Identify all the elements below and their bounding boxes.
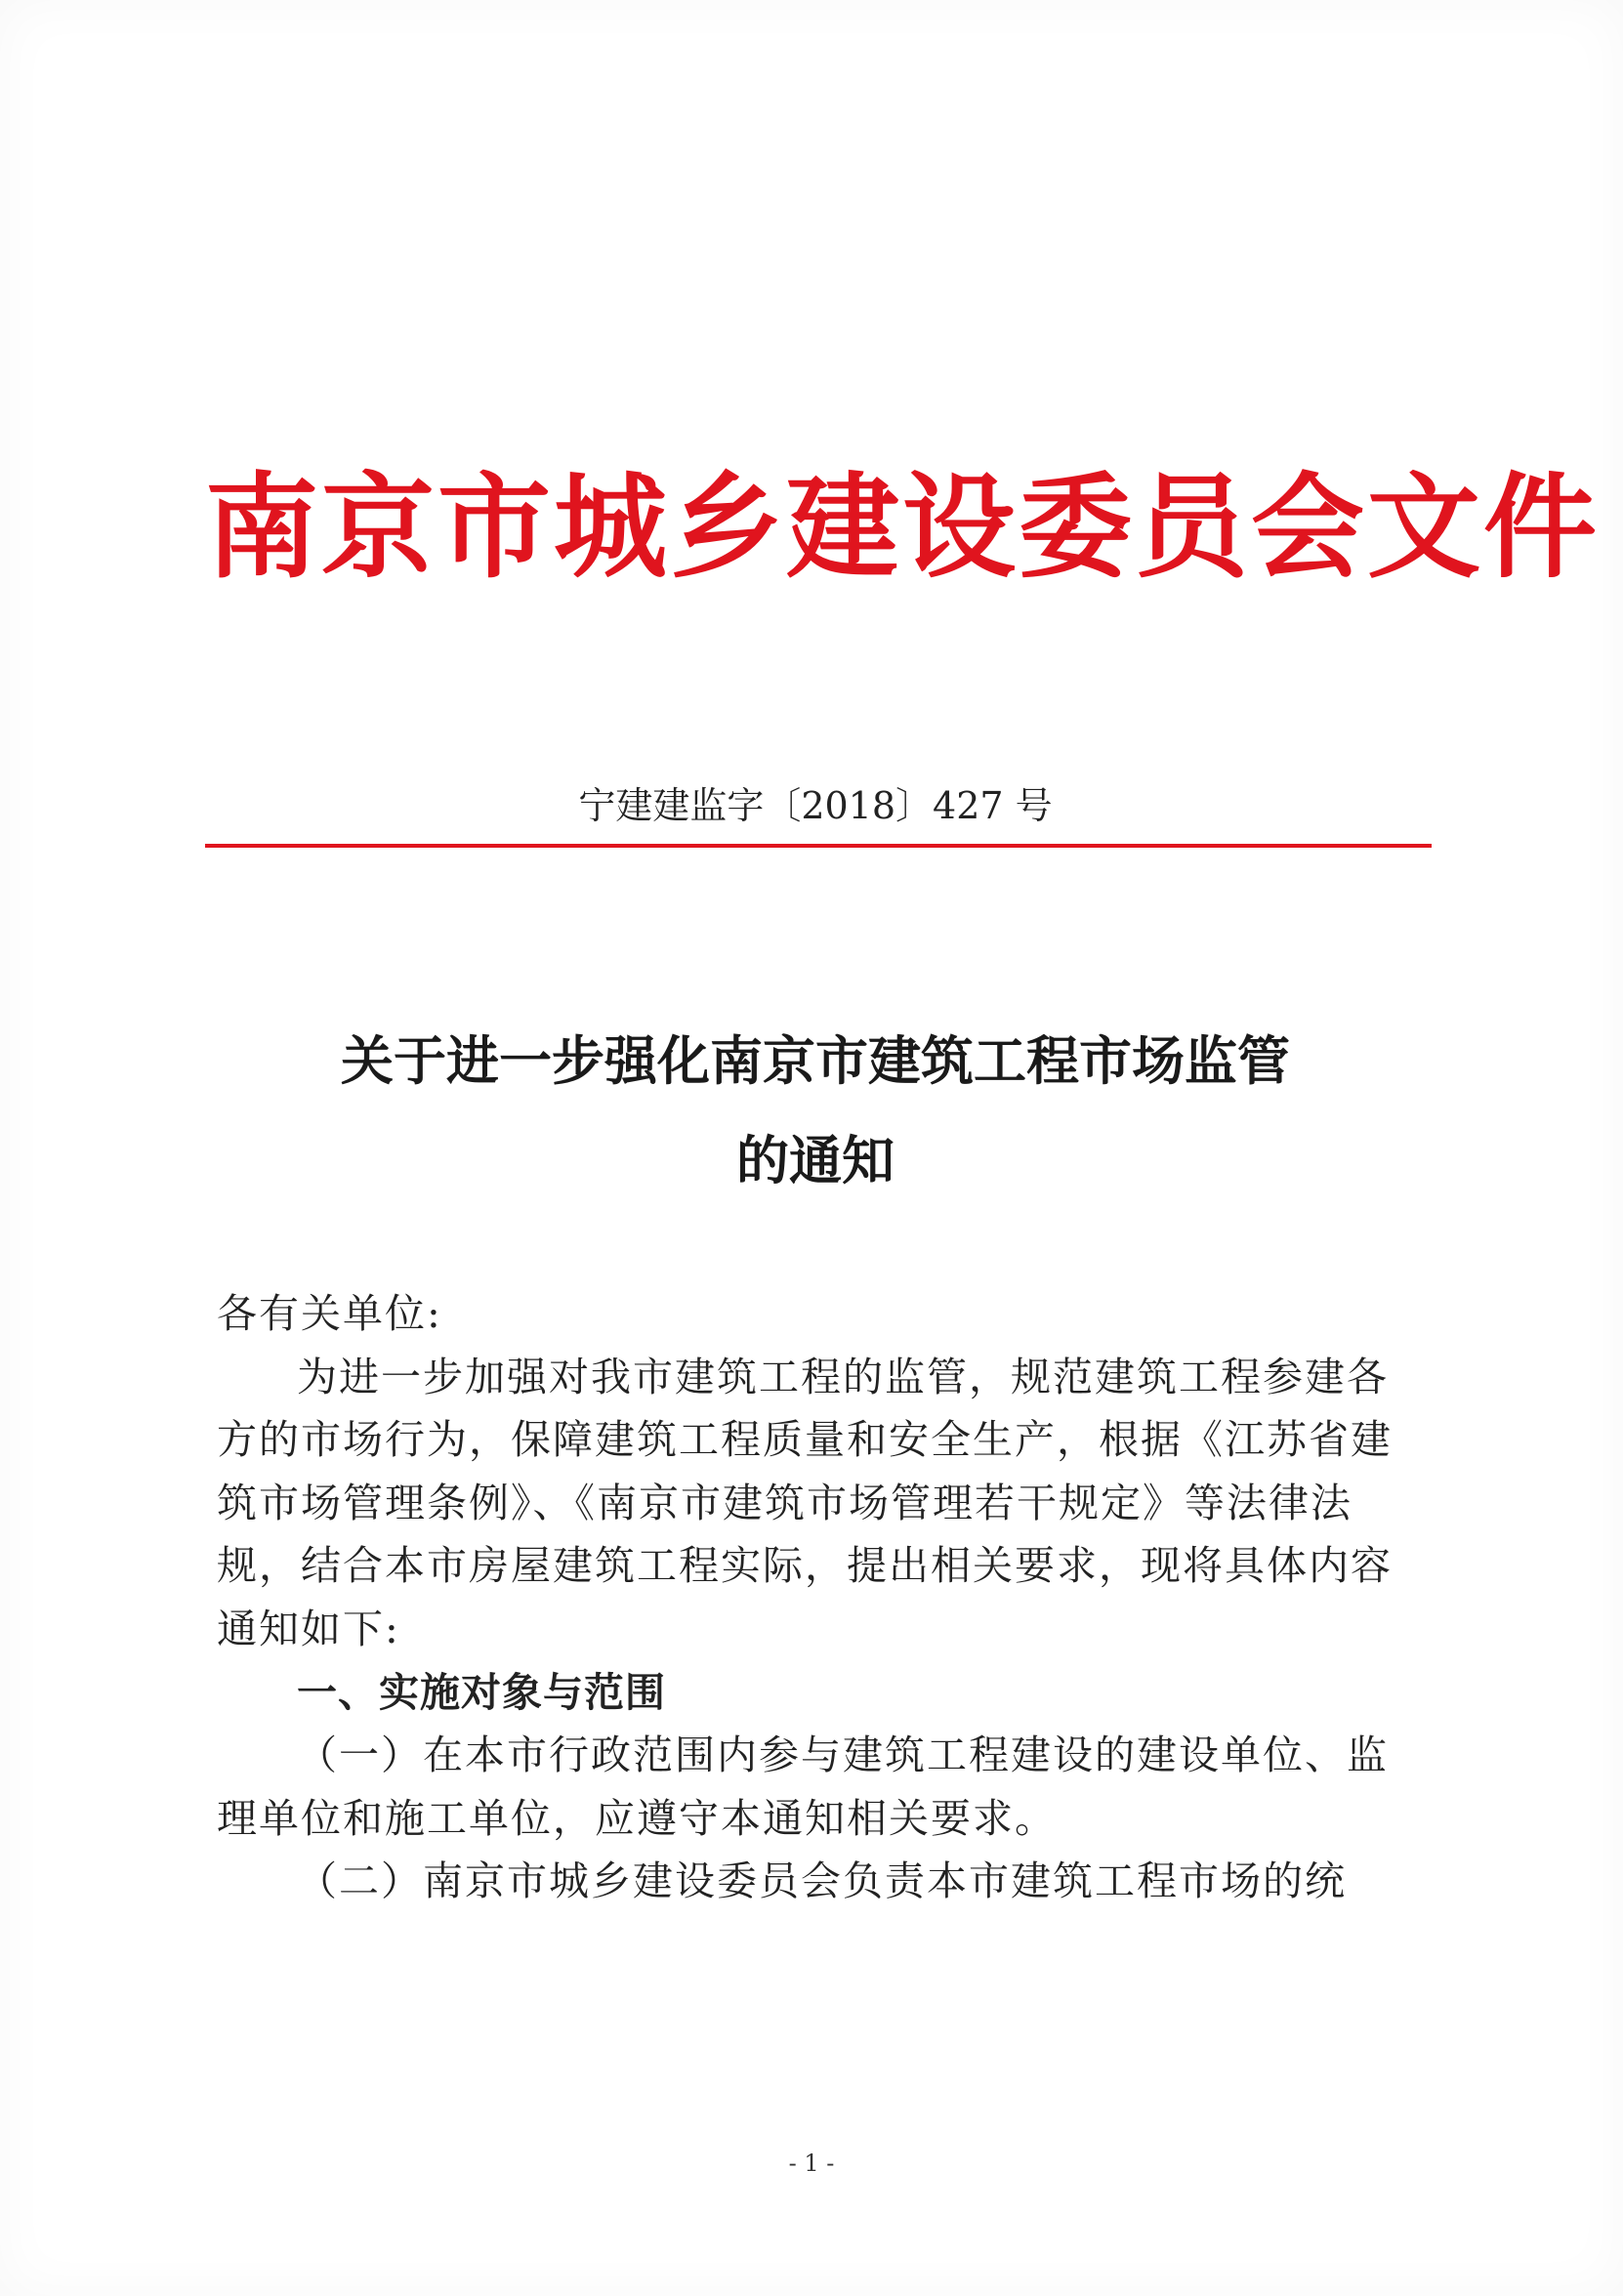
- red-divider-line: [205, 844, 1432, 848]
- item-paragraph-2: （二）南京市城乡建设委员会负责本市建筑工程市场的统: [297, 1858, 1347, 1905]
- page-number: - 1 -: [788, 2150, 835, 2177]
- section-heading: 一、实施对象与范围: [297, 1668, 666, 1716]
- item-paragraph-1: （一）在本市行政范围内参与建筑工程建设的建设单位、监理单位和施工单位，应遵守本通知相关要求。: [217, 1732, 1389, 1842]
- notice-title-line-2: 的通知: [736, 1129, 895, 1191]
- salutation: 各有关单位:: [217, 1290, 442, 1337]
- document-number: 宁建建监字〔2018〕427 号: [578, 784, 1053, 827]
- notice-title: [205, 1011, 1426, 1210]
- intro-paragraph: 为进一步加强对我市建筑工程的监管，规范建筑工程参建各方的市场行为，保障建筑工程质量和安全生产，根据《江苏省建筑市场管理条例》、《南京市建筑市场管理若干规定》等法律法规，结合本市房屋建筑工程实际，提出相关要求，现将具体内容通知如下:: [217, 1353, 1393, 1652]
- document-body: [217, 1282, 1413, 1913]
- notice-title-line-1: 关于进一步强化南京市建筑工程市场监管: [341, 1029, 1290, 1092]
- issuer-header: 南京市城乡建设委员会文件: [205, 461, 1600, 594]
